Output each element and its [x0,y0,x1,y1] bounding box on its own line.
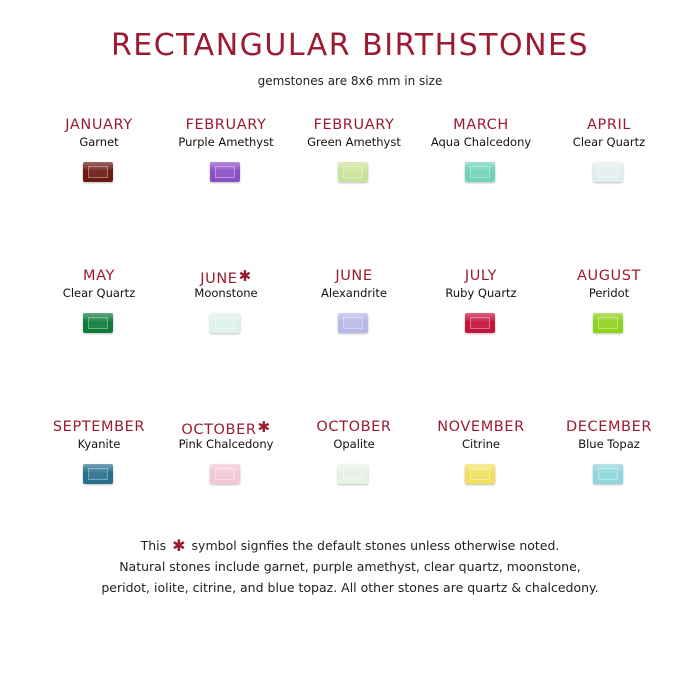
month-label [162,267,290,285]
page-subtitle: gemstones are 8x6 mm in size [257,74,443,88]
birthstone-card [545,116,673,149]
stone-name: Peridot [588,286,630,300]
gemstone-icon [338,313,368,333]
month-label [290,418,418,436]
gemstone-icon [593,162,623,182]
month-label [35,267,163,285]
gemstone-icon [210,162,240,182]
stone-name: Clear Quartz [572,135,646,149]
month-label [545,418,673,436]
month-text: AUGUST [576,268,642,284]
gemstone-icon [465,313,495,333]
birthstone-row [35,116,675,267]
stone-name: Alexandrite [321,286,387,300]
birthstone-card [417,116,545,149]
page-title: RECTANGULAR BIRTHSTONES [110,28,590,63]
birthstone-card [545,267,673,300]
footer-line-3: peridot, iolite, citrine, and blue topaz. All other stones are quartz & chalcedony. [101,580,599,595]
birthstone-card [545,418,673,451]
birthstone-card [35,418,163,451]
month-text: OCTOBER [181,422,257,438]
month-text: DECEMBER [565,419,653,435]
month-label [290,267,418,285]
month-text: OCTOBER [316,419,392,435]
footer-note [0,535,700,598]
gemstone-icon [83,464,113,484]
birthstone-card [290,418,418,451]
month-label [35,116,163,134]
asterisk-icon: ✱ [172,536,186,555]
month-text: MAY [83,268,115,284]
birthstone-card [417,418,545,451]
stone-name: Green Amethyst [307,135,401,149]
gemstone-icon [338,162,368,182]
stone-name: Ruby Quartz [445,286,517,300]
month-text: JUNE [200,271,238,287]
stone-name: Kyanite [77,437,121,451]
month-text: FEBRUARY [185,117,267,133]
gemstone-icon [210,464,240,484]
month-text: MARCH [453,117,509,133]
month-label [162,116,290,134]
birthstone-card [162,116,290,149]
footer-text-before: This [140,538,167,553]
gemstone-icon [338,464,368,484]
stone-name: Citrine [461,437,501,451]
birthstone-card [162,418,290,451]
stone-name: Moonstone [194,286,258,300]
month-label [417,418,545,436]
gemstone-icon [83,162,113,182]
month-label [417,116,545,134]
birthstone-card [417,267,545,300]
stone-name: Garnet [79,135,119,149]
stone-name: Blue Topaz [578,437,640,451]
month-label [545,267,673,285]
birthstone-card [290,267,418,300]
default-asterisk-icon: ✱ [257,418,271,436]
birthstone-card [35,116,163,149]
month-text: JULY [464,268,498,284]
gemstone-icon [465,162,495,182]
stone-name: Pink Chalcedony [178,437,274,451]
stone-name: Aqua Chalcedony [430,135,532,149]
birthstone-grid [35,116,675,569]
month-text: FEBRUARY [313,117,395,133]
gemstone-icon [210,313,240,333]
birthstone-card [162,267,290,300]
month-text: NOVEMBER [437,419,525,435]
month-label [545,116,673,134]
month-label [162,418,290,436]
gemstone-icon [83,313,113,333]
gemstone-icon [465,464,495,484]
month-text: APRIL [586,117,632,133]
birthstone-card [290,116,418,149]
month-label [417,267,545,285]
gemstone-icon [593,464,623,484]
month-text: JANUARY [65,117,133,133]
footer-text-after: symbol signfies the default stones unless otherwise noted. [191,538,560,553]
month-label [290,116,418,134]
footer-line-1 [0,535,700,556]
month-text: JUNE [335,268,373,284]
month-label [35,418,163,436]
birthstone-card [35,267,163,300]
gemstone-icon [593,313,623,333]
stone-name: Opalite [333,437,375,451]
birthstone-row [35,267,675,418]
footer-line-2: Natural stones include garnet, purple amethyst, clear quartz, moonstone, [119,559,581,574]
stone-name: Purple Amethyst [178,135,274,149]
default-asterisk-icon: ✱ [238,267,252,285]
month-text: SEPTEMBER [52,419,146,435]
stone-name: Clear Quartz [62,286,136,300]
